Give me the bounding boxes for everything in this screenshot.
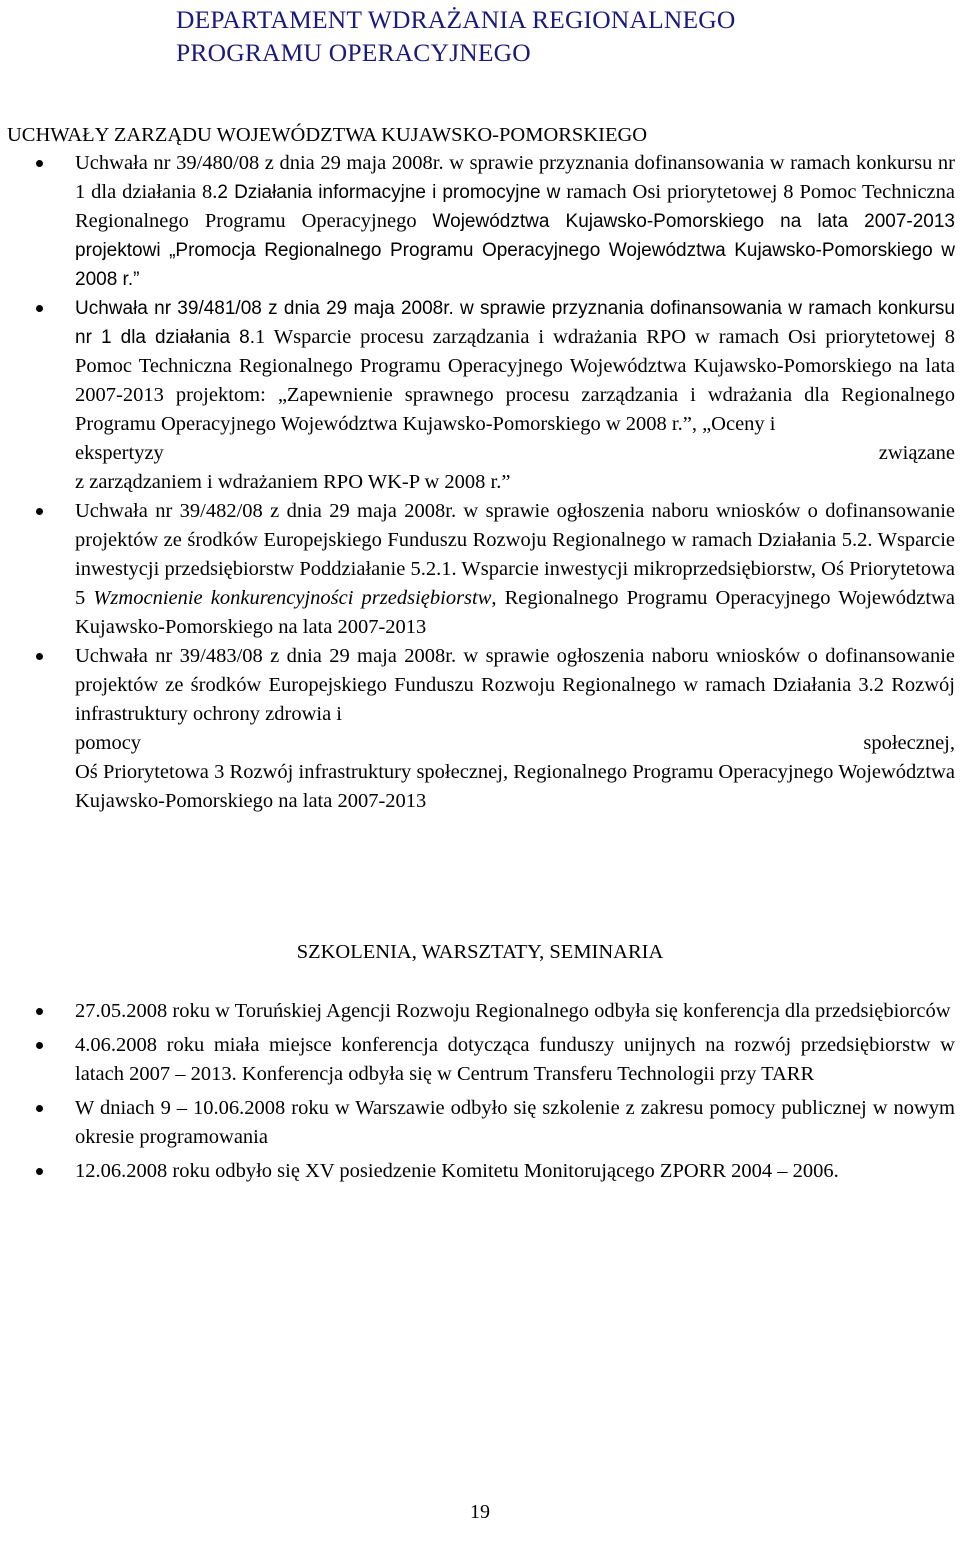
bullet-icon [36,1105,43,1112]
item-1-sans-tail: Województwa Kujawsko-Pomorskiego na lata 2007-2013 projektowi „Promocja Regionalnego Programu Operacyjnego Województwa Kujawsko-Pomorskiego w 2008 r.” [75,211,955,290]
bullet-icon [36,1168,43,1175]
list-item [0,642,960,816]
list-item-text [75,497,955,642]
list-item [0,1094,960,1152]
bullet-icon [36,653,43,660]
department-title-line-2: PROGRAMU OPERACYJNEGO [176,38,531,67]
training-item-text: 12.06.2008 roku odbyło się XV posiedzenie Komitetu Monitorującego ZPORR 2004 – 2006. [75,1160,839,1182]
bullet-icon [36,160,43,167]
list-item [0,1157,960,1186]
item-3-text: Uchwała nr 39/482/08 z dnia 29 maja 2008r. w sprawie ogłoszenia naboru wniosków o dofinansowanie projektów ze środków Europejskiego Funduszu Rozwoju Regionalnego w ramach Działania 5.2. Wsparcie inwestycji przedsiębiorstw Poddziałanie 5.2.1. Wsparcie inwestycji mikroprzedsiębiorstw, Oś Priorytetowa 5 [75,500,955,609]
item-1-sans-text: 2 Działania informacyjne i promocyjne w [217,182,561,203]
bullet-icon [36,305,43,312]
training-item-text: 4.06.2008 roku miała miejsce konferencja dotycząca funduszy unijnych na rozwój przedsiębiorstw w latach 2007 – 2013. Konferencja odbyła się w Centrum Transferu Technologii przy TARR [75,1034,955,1085]
page-number: 19 [470,1501,490,1523]
list-item-text [75,294,955,439]
bullet-icon [36,1008,43,1015]
department-title-line-1: DEPARTAMENT WDRAŻANIA REGIONALNEGO [176,5,736,34]
item-4-spread-left: pomocy [75,732,142,754]
uchwaly-list [0,149,960,816]
list-item [0,1031,960,1089]
training-list [0,997,960,1191]
training-item-text: W dniach 9 – 10.06.2008 roku w Warszawie odbyło się szkolenie z zakresu pomocy publicznej w nowym okresie programowania [75,1097,955,1148]
item-2-spread-right: związane [878,442,955,464]
list-item-text [75,149,955,294]
list-item [0,497,960,642]
item-1-serif-text: Uchwała nr 39/480/08 z dnia 29 maja 2008r. w sprawie przyznania dofinansowania w ramach konkursu nr 1 dla działania 8. [75,152,955,203]
item-4-spread-line [75,729,955,758]
item-2-spread-left: ekspertyzy [75,442,164,464]
item-4-spread-right: społecznej, [863,732,955,754]
department-title [176,3,896,69]
item-1-rest-text: ramach Osi priorytetowej 8 Pomoc Techniczna Regionalnego Programu Operacyjnego [75,181,956,232]
item-4-text: Uchwała nr 39/483/08 z dnia 29 maja 2008r. w sprawie ogłoszenia naboru wniosków o dofinansowanie projektów ze środków Europejskiego Funduszu Rozwoju Regionalnego w ramach Działania 3.2 Rozwój infrastruktury ochrony zdrowia i [75,645,955,725]
item-2-sans-text: Uchwała nr 39/481/08 z dnia 29 maja 2008r. w sprawie przyznania dofinansowania w ramach konkursu nr 1 dla działania 8. [75,298,955,348]
training-heading: SZKOLENIA, WARSZTATY, SEMINARIA [296,941,664,963]
item-2-text: 1 Wsparcie procesu zarządzania i wdrażania RPO w ramach Osi priorytetowej 8 Pomoc Techniczna Regionalnego Programu Operacyjnego Województwa Kujawsko-Pomorskiego na lata 2007-2013 projektom: „Zapewnienie sprawnego procesu zarządzania i wdrażania dla Regionalnego Programu Operacyjnego Województwa Kujawsko-Pomorskiego w 2008 r.”, „Oceny i [75,326,955,435]
list-item [0,294,960,497]
item-2-last-line: z zarządzaniem i wdrażaniem RPO WK-P w 2008 r.” [75,471,511,493]
item-4-last-line: Oś Priorytetowa 3 Rozwój infrastruktury społecznej, Regionalnego Programu Operacyjnego Województwa Kujawsko-Pomorskiego na lata 2007-2013 [75,761,955,812]
list-item [0,997,960,1026]
bullet-icon [36,1042,43,1049]
bullet-icon [36,508,43,515]
list-item [0,149,960,294]
item-2-spread-line [75,439,955,468]
item-3-italic-text: Wzmocnienie konkurencyjności przedsiębiorstw [93,587,492,609]
uchwaly-heading: UCHWAŁY ZARZĄDU WOJEWÓDZTWA KUJAWSKO-POMORSKIEGO [7,124,648,146]
item-3-after-italic: , Regionalnego Programu Operacyjnego Województwa Kujawsko-Pomorskiego na lata 2007-2013 [75,587,955,638]
training-item-text: 27.05.2008 roku w Toruńskiej Agencji Rozwoju Regionalnego odbyła się konferencja dla przedsiębiorców [75,1000,951,1022]
